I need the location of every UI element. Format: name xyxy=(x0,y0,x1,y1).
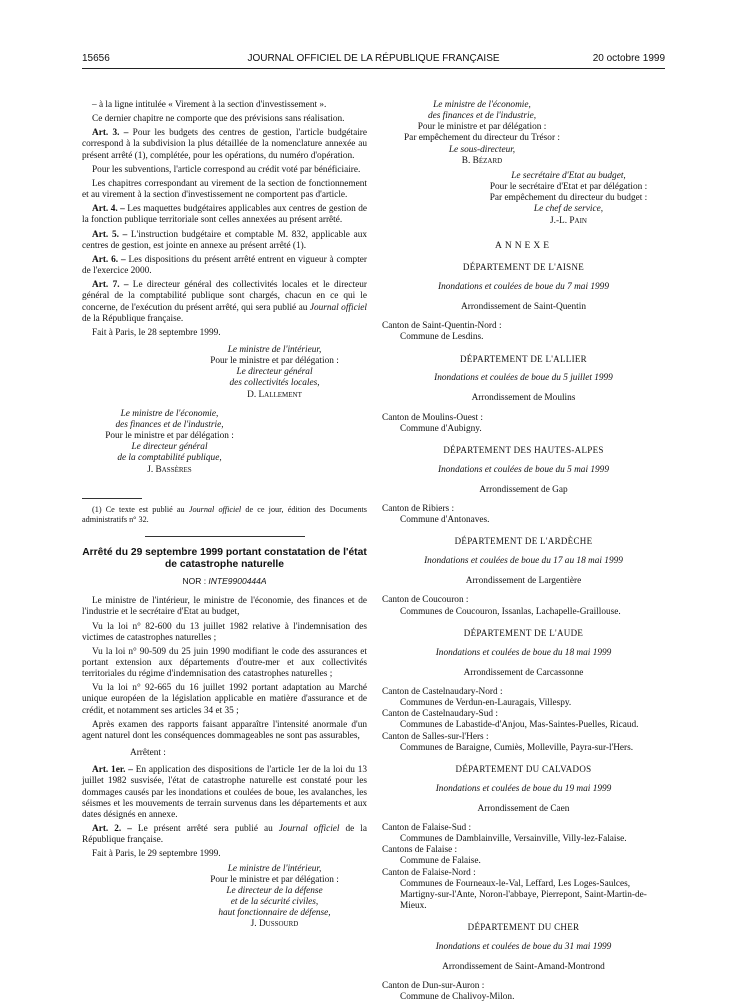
event-description: Inondations et coulées de boue du 17 au 18 mai 1999 xyxy=(424,556,623,567)
article-text: de la République française. xyxy=(82,313,184,324)
department-section xyxy=(382,445,665,526)
article-4 xyxy=(82,204,367,226)
signature-line: haut fonctionnaire de défense, xyxy=(218,908,331,919)
article-text: Le directeur général des collectivités locales et le directeur général de la comptabilité publique sont chargés, chacun en ce qui le concerne, de l'exécution du présent arrêté, qui sera publié au xyxy=(82,280,367,313)
paragraph: Vu la loi n° 90-509 du 25 juin 1990 modifiant le code des assurances et portant extension aux départements d'outre-mer et aux collectivités territoriales du régime d'indemnisation des catastrophes naturelles ; xyxy=(82,646,367,680)
department-section xyxy=(382,262,665,343)
signature-line: Le secrétaire d'Etat au budget, xyxy=(511,170,626,181)
arrondissement: Arrondissement de Moulins xyxy=(471,393,576,404)
article-text: Le présent arrêté sera publié au xyxy=(131,824,279,835)
footnote-text: de ce jour, édition des Documents administratifs n° 32. xyxy=(82,504,367,524)
article-text: Pour les budgets des centres de gestion, l'article budgétaire correspond à la subdivision la plus détaillée de la nomenclature annexée au présent arrêté (1), complétée, pour les opérations, du numéro d'opération. xyxy=(82,128,368,161)
communes: Communes de Labastide-d'Anjou, Mas-Saintes-Puelles, Ricaud. xyxy=(400,720,639,731)
article-5 xyxy=(82,230,367,252)
signature-line: Le directeur général xyxy=(236,367,313,378)
done-at: Fait à Paris, le 29 septembre 1999. xyxy=(92,849,221,860)
paragraph: Vu la loi n° 92-665 du 16 juillet 1992 portant adaptation au Marché unique européen de la législation applicable en matière d'assurance et de crédit, et notamment ses articles 34 et 35 ; xyxy=(82,683,367,716)
department-name: DÉPARTEMENT DE L'AUDE xyxy=(463,627,584,638)
department-section xyxy=(382,922,665,1003)
nor-code: INTE9900444A xyxy=(208,576,267,587)
annexe-heading: ANNEXE xyxy=(494,240,553,251)
signature-line: des finances et de l'industrie, xyxy=(427,111,537,122)
canton: Canton de Coucouron : xyxy=(382,595,469,606)
department-name: DÉPARTEMENT DU CHER xyxy=(467,922,580,933)
signature-line: Pour le ministre et par délégation : xyxy=(417,122,547,133)
canton: Canton de Saint-Quentin-Nord : xyxy=(382,321,502,332)
left-column xyxy=(82,100,367,938)
canton: Canton de Moulins-Ouest : xyxy=(382,412,483,423)
article-text: En application des dispositions de l'article 1er de la loi du 13 juillet 1982 susvisée, l'état de catastrophe naturelle est constaté pour les dommages causés par les inondations et coulées de boue, les avalanches, les séismes et les mouvements de terrain survenus dans les départements et aux dates désignés en annexe. xyxy=(82,765,367,820)
paragraph: Ce dernier chapitre ne comporte que des prévisions sans réalisation. xyxy=(92,114,345,125)
communes: Commune de Falaise. xyxy=(400,856,481,867)
department-name: DÉPARTEMENT DE L'ALLIER xyxy=(460,353,587,364)
signature-line: Le ministre de l'économie, xyxy=(120,408,219,419)
department-name: DÉPARTEMENT DES HAUTES-ALPES xyxy=(443,444,604,455)
paragraph: Les chapitres correspondant au virement de la section de fonctionnement et au virement à la section d'investissement ne comportent pas d'article. xyxy=(82,178,367,201)
department-name: DÉPARTEMENT DE L'ARDÈCHE xyxy=(454,536,593,547)
signature-line: Par empêchement du directeur du Trésor : xyxy=(404,133,560,144)
canton: Canton de Falaise-Sud : xyxy=(382,822,472,833)
signature-line: et de la sécurité civiles, xyxy=(230,896,319,907)
signature-line: des finances et de l'industrie, xyxy=(115,419,224,430)
right-column xyxy=(382,100,665,1004)
done-at: Fait à Paris, le 28 septembre 1999. xyxy=(92,327,221,338)
paragraph: – à la ligne intitulée « Virement à la section d'investissement ». xyxy=(92,100,327,110)
signatory-name: J.-L. Pain xyxy=(550,215,587,226)
journal-name: Journal officiel xyxy=(188,504,242,514)
article-label: Art. 1er. – xyxy=(92,765,133,776)
signature-line: Le directeur de la défense xyxy=(226,885,323,896)
article-text: Les dispositions du présent arrêté entrent en vigueur à compter de l'exercice 2000. xyxy=(82,254,368,277)
canton: Canton de Castelnaudary-Sud : xyxy=(382,709,498,720)
paragraph: Le ministre de l'intérieur, le ministre de l'économie, des finances et de l'industrie et le secrétaire d'Etat au budget, xyxy=(82,596,367,618)
department-section xyxy=(382,536,665,617)
article-label: Art. 2. – xyxy=(92,824,132,835)
canton: Canton de Salles-sur-l'Hers : xyxy=(382,731,489,742)
signature-line: de la comptabilité publique, xyxy=(117,453,222,464)
signature-economie xyxy=(82,409,257,476)
signature-line: Le ministre de l'intérieur, xyxy=(227,863,322,874)
nor-reference xyxy=(82,576,367,586)
article-1 xyxy=(82,765,367,821)
page-header xyxy=(82,53,665,67)
arrondissement: Arrondissement de Caen xyxy=(477,803,570,814)
event-description: Inondations et coulées de boue du 5 mai 1999 xyxy=(438,464,609,475)
signatory-name: B. Bézard xyxy=(461,155,503,166)
signature-line: Le sous-directeur, xyxy=(448,144,516,155)
footnote xyxy=(82,505,367,525)
article-text: de la République française. xyxy=(82,824,367,846)
header-rule xyxy=(82,68,665,69)
communes: Communes de Coucouron, Issanlas, Lachapelle-Graillouse. xyxy=(400,606,621,617)
decree-separator xyxy=(145,536,305,537)
signature-line: Pour le ministre et par délégation : xyxy=(210,356,339,367)
signature-interieur xyxy=(82,345,367,401)
page-number: 15656 xyxy=(82,53,110,64)
signature-line: Le ministre de l'économie, xyxy=(433,100,531,110)
article-label: Art. 5. – xyxy=(92,229,128,240)
communes: Commune d'Antonaves. xyxy=(400,515,490,526)
article-label: Art. 7. – xyxy=(92,280,129,291)
communes: Communes de Fourneaux-le-Val, Leffard, Les Loges-Saulces, Martigny-sur-l'Ante, Noron-l'abbaye, Pierrepont, Saint-Martin-de-Mieux. xyxy=(400,878,647,912)
event-description: Inondations et coulées de boue du 7 mai 1999 xyxy=(438,281,609,292)
event-description: Inondations et coulées de boue du 5 juillet 1999 xyxy=(434,373,613,384)
nor-label: NOR : xyxy=(182,576,209,587)
article-text: L'instruction budgétaire et comptable M. 832, applicable aux centres de gestion, est jointe en annexe au présent arrêté (1). xyxy=(82,229,367,251)
signature-line: Par empêchement du directeur du budget : xyxy=(489,193,648,204)
arrondissement: Arrondissement de Largentière xyxy=(465,576,582,587)
signature-budget xyxy=(382,171,665,227)
article-7 xyxy=(82,280,367,325)
department-name: DÉPARTEMENT DE L'AISNE xyxy=(462,262,585,273)
signature-line: Pour le secrétaire d'Etat et par délégation : xyxy=(489,182,648,193)
department-list xyxy=(382,262,665,1004)
paragraph: Vu la loi n° 82-600 du 13 juillet 1982 relative à l'indemnisation des victimes de catastrophes naturelles ; xyxy=(82,621,367,643)
arrondissement: Arrondissement de Saint-Amand-Montrond xyxy=(442,962,605,973)
signature-tresor xyxy=(382,100,582,167)
communes: Communes de Baraigne, Cumiès, Molleville, Payra-sur-l'Hers. xyxy=(400,742,634,753)
decree-title: Arrêté du 29 septembre 1999 portant constatation de l'état de catastrophe naturelle xyxy=(82,547,367,571)
signatory-name: J. Bassères xyxy=(147,464,192,475)
article-label: Art. 6. – xyxy=(92,254,126,265)
communes: Commune d'Aubigny. xyxy=(400,423,482,434)
arrondissement: Arrondissement de Gap xyxy=(479,484,568,495)
canton: Canton de Ribiers : xyxy=(382,504,455,515)
event-description: Inondations et coulées de boue du 19 mai 1999 xyxy=(435,783,612,794)
communes: Communes de Damblainville, Versainville, Villy-lez-Falaise. xyxy=(400,834,627,845)
footnote-rule xyxy=(82,498,142,499)
arretent: Arrêtent : xyxy=(130,748,166,759)
footnote-text: (1) Ce texte est publié au xyxy=(92,504,189,514)
publication-date: 20 octobre 1999 xyxy=(592,53,665,64)
article-3 xyxy=(82,128,367,161)
signatory-name: J. Dussourd xyxy=(250,919,299,930)
department-section xyxy=(382,628,665,754)
arrondissement: Arrondissement de Carcassonne xyxy=(463,667,584,678)
signature-line: Le directeur général xyxy=(131,442,208,453)
department-section xyxy=(382,764,665,912)
canton: Canton de Castelnaudary-Nord : xyxy=(382,686,503,697)
event-description: Inondations et coulées de boue du 18 mai 1999 xyxy=(435,647,612,658)
article-2 xyxy=(82,824,367,846)
department-section xyxy=(382,354,665,435)
communes: Commune de Chalivoy-Milon. xyxy=(400,992,515,1003)
article-text: Les maquettes budgétaires applicables aux centres de gestion de la fonction publique territoriale sont celles annexées au présent arrêté. xyxy=(82,204,368,226)
canton: Canton de Dun-sur-Auron : xyxy=(382,981,485,992)
arrondissement: Arrondissement de Saint-Quentin xyxy=(461,302,586,313)
journal-name: Journal officiel xyxy=(278,824,340,835)
article-label: Art. 3. – xyxy=(92,128,129,139)
signature-line: Pour le ministre et par délégation : xyxy=(210,874,339,885)
communes: Communes de Verdun-en-Lauragais, Villespy. xyxy=(400,698,572,709)
paragraph: Pour les subventions, l'article correspond au crédit voté par bénéficiaire. xyxy=(92,164,361,175)
signature-line: des collectivités locales, xyxy=(229,378,320,389)
journal-name: Journal officiel xyxy=(309,302,367,313)
signature-line: Le chef de service, xyxy=(533,204,604,215)
paragraph: Après examen des rapports faisant apparaître l'intensité anormale d'un agent naturel dont les conséquences dommageables ne sont pas assurables, xyxy=(82,719,367,741)
canton: Canton de Falaise-Nord : xyxy=(382,867,476,878)
event-description: Inondations et coulées de boue du 31 mai 1999 xyxy=(435,942,612,952)
communes: Commune de Lesdins. xyxy=(400,332,484,343)
canton: Cantons de Falaise : xyxy=(382,845,458,856)
signature-defense xyxy=(82,864,367,931)
signature-line: Pour le ministre et par délégation : xyxy=(105,431,234,442)
signature-line: Le ministre de l'intérieur, xyxy=(227,344,322,355)
signatory-name: D. Lallement xyxy=(247,389,302,400)
article-6 xyxy=(82,255,367,277)
journal-title: JOURNAL OFFICIEL DE LA RÉPUBLIQUE FRANÇAISE xyxy=(247,53,500,64)
department-name: DÉPARTEMENT DU CALVADOS xyxy=(455,763,592,774)
article-label: Art. 4. – xyxy=(92,204,125,215)
